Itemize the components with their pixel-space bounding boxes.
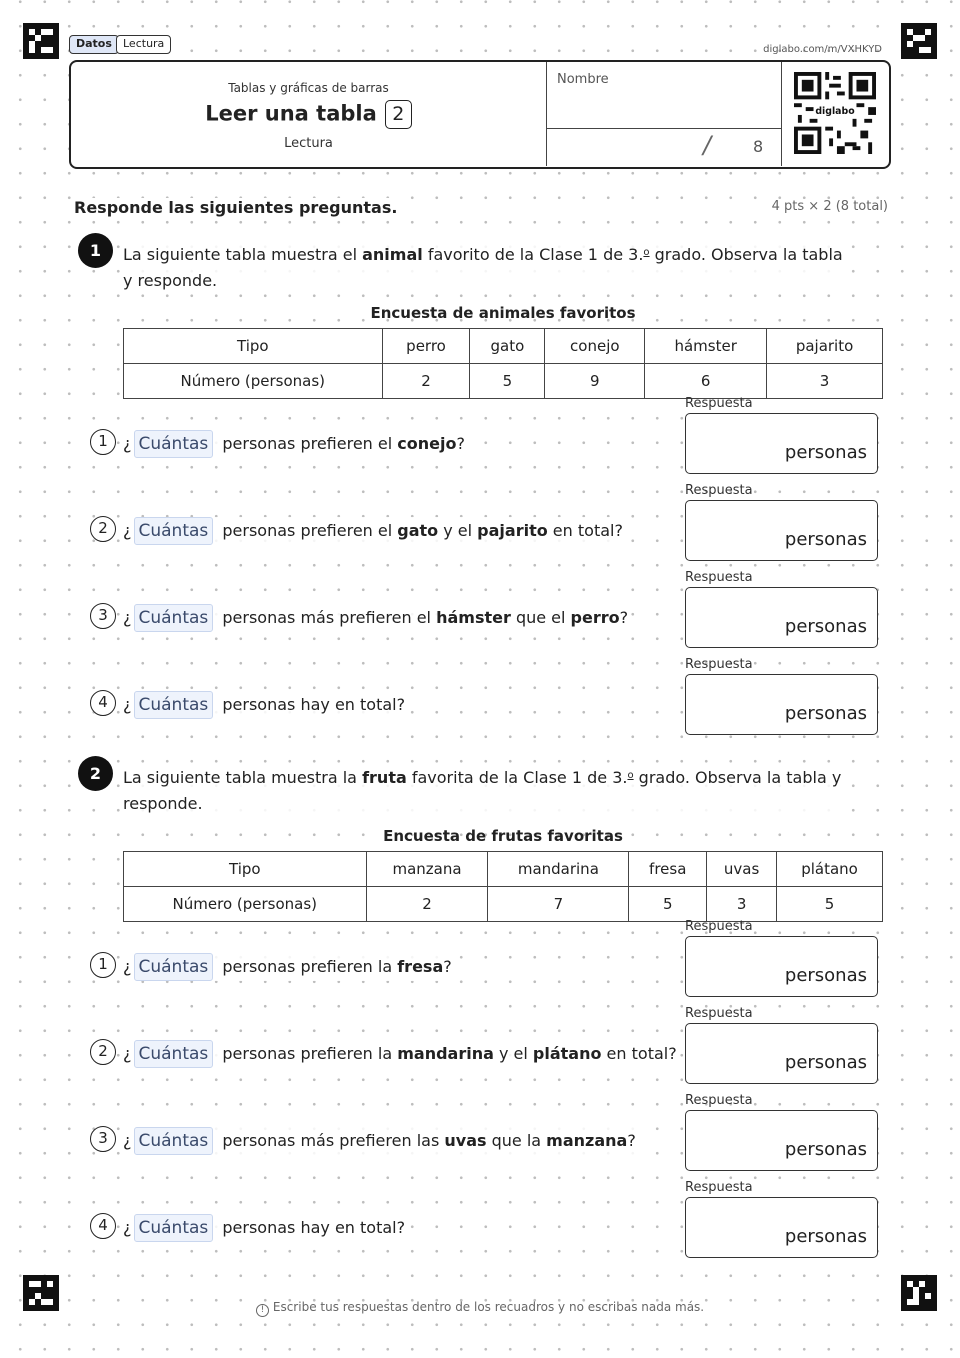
question-keyword-1: gato [397,521,439,540]
sub-question-text [123,953,452,981]
table-cell: 6 [645,364,767,399]
intro-text-a: La siguiente tabla muestra la [123,768,363,787]
sub-question-text [123,691,405,719]
table-header-row [124,329,883,364]
table-cell: 5 [629,887,707,922]
answer-box[interactable] [685,1023,878,1084]
answer-label: Respuesta [685,657,753,672]
score-field[interactable] [546,129,781,166]
worksheet-url: diglabo.com/m/VXHKYD [763,44,882,55]
answer-unit: personas [784,529,867,550]
table-header-cell: plátano [777,852,883,887]
tag-datos[interactable]: Datos [69,35,119,54]
table-header-row [124,852,883,887]
inverted-question-mark: ¿ [123,1218,132,1237]
answer-unit: personas [784,616,867,637]
question-text-d: en total? [547,521,623,540]
keyword-highlight: Cuántas [134,1040,214,1068]
tag-lectura[interactable]: Lectura [116,35,171,54]
sub-question-number: 2 [90,516,116,542]
inverted-question-mark: ¿ [123,1044,132,1063]
table-title: Encuesta de animales favoritos [370,304,636,322]
answer-box[interactable] [685,413,878,474]
keyword-highlight: Cuántas [134,604,214,632]
answer-label: Respuesta [685,570,753,585]
keyword-highlight: Cuántas [134,1127,214,1155]
page-title [71,100,546,129]
question-keyword-2: perro [570,608,620,627]
question-keyword-1: uvas [444,1131,487,1150]
question-text-a: personas prefieren el [217,434,398,453]
answer-label: Respuesta [685,1093,753,1108]
corner-marker-top-left [23,23,59,59]
sub-question-number: 1 [90,429,116,455]
ordinal-indicator: o [627,770,634,781]
question-keyword-1: conejo [397,434,457,453]
question-number-1: 1 [78,233,113,268]
ordinal-indicator: o [643,247,650,258]
worksheet-number: 2 [385,100,412,129]
table-cell: 3 [767,364,883,399]
table-cell: 5 [470,364,545,399]
score-slash: / [703,131,712,159]
header-mode: Lectura [284,136,333,151]
table-cell: 5 [777,887,883,922]
table-header-cell: fresa [629,852,707,887]
answer-label: Respuesta [685,1006,753,1021]
inverted-question-mark: ¿ [123,1131,132,1150]
worksheet-header [69,60,891,169]
answer-unit: personas [784,1052,867,1073]
table-header-cell: hámster [645,329,767,364]
info-icon: ! [256,1304,269,1317]
intro-keyword: animal [362,245,423,264]
question-text-d: ? [619,608,629,627]
answer-label: Respuesta [685,396,753,411]
sub-question-text [123,1040,677,1068]
inverted-question-mark: ¿ [123,608,132,627]
sub-question-number: 1 [90,952,116,978]
table-header-cell: mandarina [488,852,629,887]
question-text-c: ? [456,434,465,453]
question-keyword-2: manzana [546,1131,628,1150]
answer-unit: personas [784,1139,867,1160]
inverted-question-mark: ¿ [123,957,132,976]
table-header-cell: perro [382,329,470,364]
footer-text: Escribe tus respuestas dentro de los recuadros y no escribas nada más. [272,1300,705,1314]
name-field[interactable] [546,62,781,129]
page-title-text: Leer una tabla [205,101,377,126]
intro-text-b: favorito de la Clase 1 de 3. [422,245,644,264]
answer-label: Respuesta [685,483,753,498]
table-header-cell: conejo [545,329,645,364]
score-total: 8 [753,137,764,156]
keyword-highlight: Cuántas [134,691,214,719]
answer-label: Respuesta [685,1180,753,1195]
table-header-cell: uvas [707,852,777,887]
table-cell: 2 [382,364,470,399]
sub-question-text [123,517,623,545]
qr-code-cell [781,62,888,166]
header-title-block [71,62,546,166]
keyword-highlight: Cuántas [134,517,214,545]
intro-text-c: grado. Observa la tabla y responde. [123,768,842,813]
inverted-question-mark: ¿ [123,434,132,453]
table-cell: 2 [366,887,488,922]
table-header-cell: manzana [366,852,488,887]
question-text-a: personas más prefieren las [217,1131,445,1150]
name-label: Nombre [557,72,609,87]
keyword-highlight: Cuántas [134,430,214,458]
answer-box[interactable] [685,674,878,735]
question-text-a: personas prefieren la [217,957,398,976]
header-subtitle: Tablas y gráficas de barras [228,81,389,95]
question-text-c: que la [486,1131,547,1150]
question-text-c: y el [493,1044,533,1063]
inverted-question-mark: ¿ [123,695,132,714]
points-info: 4 pts × 2 (8 total) [771,199,888,214]
intro-keyword: fruta [362,768,407,787]
qr-code-icon [794,72,876,154]
footer-note [0,1300,960,1317]
sub-question-number: 2 [90,1039,116,1065]
question-keyword-1: fresa [397,957,444,976]
answer-unit: personas [784,965,867,986]
question-text-a: personas hay en total? [217,1218,406,1237]
table-cell: 7 [488,887,629,922]
table-header-label: Tipo [124,329,383,364]
answer-unit: personas [784,1226,867,1247]
table-cell: 3 [707,887,777,922]
instructions-heading: Responde las siguientes preguntas. [74,198,398,217]
table-cell: 9 [545,364,645,399]
sub-question-number: 4 [90,690,116,716]
question-text-a: personas hay en total? [217,695,406,714]
answer-box[interactable] [685,587,878,648]
question-text-a: personas prefieren la [217,1044,398,1063]
question-keyword-2: pajarito [477,521,548,540]
answer-unit: personas [784,442,867,463]
table-header-cell: pajarito [767,329,883,364]
answer-unit: personas [784,703,867,724]
table-row-label: Número (personas) [124,887,367,922]
answer-box[interactable] [685,1110,878,1171]
table-header-cell: gato [470,329,545,364]
inverted-question-mark: ¿ [123,521,132,540]
answer-label: Respuesta [685,919,753,934]
qr-code-label: diglabo [815,106,855,118]
question-text-a: personas más prefieren el [217,608,437,627]
question-text-d: ? [627,1131,636,1150]
answer-box[interactable] [685,500,878,561]
question-intro [123,240,843,294]
question-keyword-1: mandarina [397,1044,494,1063]
table-row-label: Número (personas) [124,364,383,399]
sub-question-text [123,1127,636,1155]
question-text-c: y el [438,521,478,540]
intro-text-c: grado. Observa la tabla y responde. [123,245,843,290]
table-header-label: Tipo [124,852,367,887]
intro-text-b: favorita de la Clase 1 de 3. [406,768,628,787]
answer-box[interactable] [685,936,878,997]
sub-question-number: 3 [90,603,116,629]
sub-question-text [123,604,628,632]
question-keyword-1: hámster [436,608,511,627]
question-number-2: 2 [78,756,113,791]
survey-table [123,328,883,399]
survey-table [123,851,883,922]
question-text-c: que el [510,608,571,627]
table-row [124,364,883,399]
question-text-d: en total? [601,1044,677,1063]
keyword-highlight: Cuántas [134,953,214,981]
sub-question-text [123,430,465,458]
table-row [124,887,883,922]
keyword-highlight: Cuántas [134,1214,214,1242]
question-keyword-2: plátano [532,1044,602,1063]
sub-question-text [123,1214,405,1242]
question-intro [123,763,843,817]
table-title: Encuesta de frutas favoritas [383,827,623,845]
answer-box[interactable] [685,1197,878,1258]
intro-text-a: La siguiente tabla muestra el [123,245,363,264]
sub-question-number: 4 [90,1213,116,1239]
sub-question-number: 3 [90,1126,116,1152]
question-text-a: personas prefieren el [217,521,398,540]
question-text-c: ? [443,957,452,976]
corner-marker-top-right [901,23,937,59]
